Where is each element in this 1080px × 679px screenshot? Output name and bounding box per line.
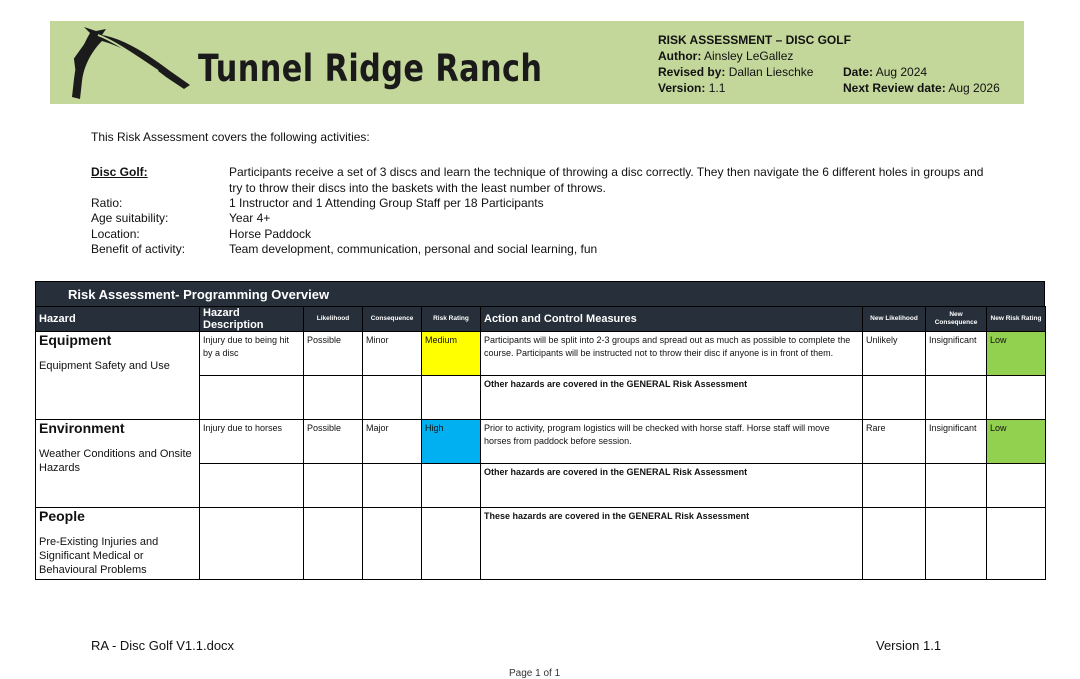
revised-value: Dallan Lieschke — [728, 65, 814, 79]
environment-description: Injury due to horses — [200, 420, 304, 464]
table-row — [36, 332, 1046, 376]
equipment-new-likelihood: Unlikely — [863, 332, 926, 376]
ranch-logo — [62, 25, 543, 101]
table-row — [36, 508, 1046, 580]
environment-new-consequence: Insignificant — [926, 420, 987, 464]
equipment-likelihood: Possible — [304, 332, 363, 376]
document-title: RISK ASSESSMENT – DISC GOLF — [658, 33, 851, 47]
location-label: Location: — [91, 227, 140, 241]
environment-likelihood: Possible — [304, 420, 363, 464]
equipment-new-consequence: Insignificant — [926, 332, 987, 376]
equipment-new-risk-rating: Low — [987, 332, 1046, 376]
col-description: Hazard Description — [200, 307, 304, 332]
hazard-environment: Environment Weather Conditions and Onsite Hazards — [36, 420, 200, 508]
people-note: These hazards are covered in the GENERAL Risk Assessment — [481, 508, 863, 580]
location-value: Horse Paddock — [229, 227, 312, 241]
equipment-action: Participants will be split into 2-3 groups and spread out as much as possible to complete the course. Participants will be instructed not to throw their disc if anyone is in front of them. — [481, 332, 863, 376]
version-value: 1.1 — [708, 81, 726, 95]
hazard-people: People Pre-Existing Injuries and Significant Medical or Behavioural Problems — [36, 508, 200, 580]
author-line: Author: Ainsley LeGallez — [658, 49, 794, 63]
next-review-value: Aug 2026 — [948, 81, 1000, 95]
ratio-value: 1 Instructor and 1 Attending Group Staff per 18 Participants — [229, 196, 544, 210]
activity-description: Participants receive a set of 3 discs and learn the technique of throwing a disc correctly. They then navigate the 6 different holes in groups and try to throw their discs into the baskets with the least number of throws. — [229, 165, 984, 195]
environment-action: Prior to activity, program logistics will be checked with horse staff. Horse staff will move horses from paddock before session. — [481, 420, 863, 464]
hazard-equipment: Equipment Equipment Safety and Use — [36, 332, 200, 420]
document-header — [50, 21, 1024, 104]
equipment-consequence: Minor — [363, 332, 422, 376]
col-risk-rating: Risk Rating — [422, 307, 481, 332]
risk-table — [35, 306, 1046, 580]
author-value: Ainsley LeGallez — [704, 49, 794, 63]
benefit-value: Team development, communication, personal and social learning, fun — [229, 242, 598, 256]
environment-note: Other hazards are covered in the GENERAL Risk Assessment — [481, 464, 863, 508]
equipment-risk-rating: Medium — [422, 332, 481, 376]
age-label: Age suitability: — [91, 211, 169, 225]
footer-version: Version 1.1 — [876, 638, 942, 653]
col-new-consequence: New Consequence — [926, 307, 987, 332]
age-value: Year 4+ — [229, 211, 271, 225]
environment-new-likelihood: Rare — [863, 420, 926, 464]
date-value: Aug 2024 — [875, 65, 928, 79]
footer-filename: RA - Disc Golf V1.1.docx — [91, 638, 235, 653]
environment-consequence: Major — [363, 420, 422, 464]
activity-name-label: Disc Golf: — [91, 165, 148, 179]
col-new-likelihood: New Likelihood — [863, 307, 926, 332]
col-action: Action and Control Measures — [481, 307, 863, 332]
table-row — [36, 420, 1046, 464]
next-review-line: Next Review date: Aug 2026 — [843, 81, 1000, 95]
brand-name: Tunnel Ridge Ranch — [198, 47, 543, 90]
date-line: Date: Aug 2024 — [843, 65, 928, 79]
col-hazard: Hazard — [36, 307, 200, 332]
risk-table-title: Risk Assessment- Programming Overview — [35, 281, 1045, 306]
horse-head-icon — [62, 25, 202, 103]
environment-new-risk-rating: Low — [987, 420, 1046, 464]
equipment-description: Injury due to being hit by a disc — [200, 332, 304, 376]
equipment-note: Other hazards are covered in the GENERAL Risk Assessment — [481, 376, 863, 420]
col-new-risk-rating: New Risk Rating — [987, 307, 1046, 332]
revised-line: Revised by: Dallan Lieschke — [658, 65, 814, 79]
col-likelihood: Likelihood — [304, 307, 363, 332]
version-line: Version: 1.1 — [658, 81, 726, 95]
intro-text: This Risk Assessment covers the following activities: — [91, 130, 370, 144]
page-number: Page 1 of 1 — [509, 668, 561, 679]
col-consequence: Consequence — [363, 307, 422, 332]
table-header-row — [36, 307, 1046, 332]
risk-table-section — [35, 281, 1045, 577]
ratio-label: Ratio: — [91, 196, 123, 210]
benefit-label: Benefit of activity: — [91, 242, 186, 256]
environment-risk-rating: High — [422, 420, 481, 464]
